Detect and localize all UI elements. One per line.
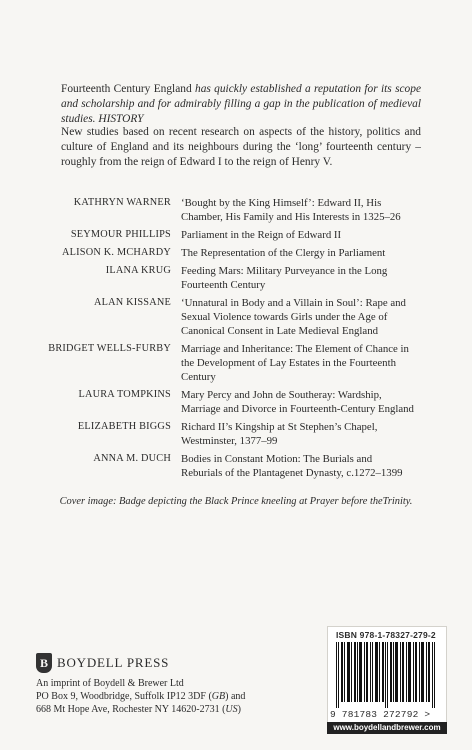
publisher-name: BOYDELL PRESS	[57, 655, 170, 670]
contents-row	[0, 452, 472, 480]
address-text: 668 Mt Hope Ave, Rochester NY 14620-2731 (	[36, 704, 226, 715]
contents-author: LAURA TOMPKINS	[78, 389, 171, 400]
publisher-block	[36, 653, 245, 716]
address-text: ) and	[225, 691, 246, 702]
contents-author: ALAN KISSANE	[93, 297, 171, 308]
contents-title: ‘Unnatural in Body and a Villain in Soul’: Rape and Sexual Violence towards Girls under the Age of Canonical Consent in Late Medieval England	[181, 297, 406, 337]
country-code: US	[225, 704, 238, 715]
contents-row	[0, 246, 472, 260]
contents-title: The Representation of the Clergy in Parliament	[181, 247, 386, 259]
contents-title: Mary Percy and John de Southeray: Wardship, Marriage and Divorce in Fourteenth-Century England	[181, 389, 414, 415]
contents-author: ELIZABETH BIGGS	[77, 421, 171, 432]
contents-row	[0, 264, 472, 292]
contents-row	[0, 388, 472, 416]
boydell-shield-icon	[36, 653, 52, 673]
review-text: has quickly established a reputation for its scope and scholarship and for admirably filling a gap in the publication of medieval studies. HISTORY	[61, 83, 422, 125]
barcode-panel	[327, 626, 447, 724]
contents-title: ‘Bought by the King Himself’: Edward II, His Chamber, His Family and His Interests in 1325–26	[181, 197, 401, 223]
cover-image-credit: Cover image: Badge depicting the Black Prince kneeling at Prayer before theTrinity.	[59, 496, 413, 507]
contents-row	[0, 342, 472, 384]
publisher-us-address	[36, 703, 245, 716]
contents-author: ALISON K. MCHARDY	[62, 247, 171, 258]
contents-author: SEYMOUR PHILLIPS	[70, 229, 171, 240]
contents-list	[0, 196, 472, 484]
publisher-uk-address	[36, 690, 245, 703]
contents-row	[0, 196, 472, 224]
review-series-name: Fourteenth Century England	[61, 83, 192, 95]
barcode-graphic	[336, 642, 438, 708]
publisher-imprint-line: An imprint of Boydell & Brewer Ltd	[36, 678, 184, 689]
contents-title: Marriage and Inheritance: The Element of Chance in the Development of Lay Estates in the Fourteenth Century	[181, 343, 409, 383]
contents-author: ILANA KRUG	[105, 265, 171, 276]
series-description: New studies based on recent research on aspects of the history, politics and culture of England and its neighbours during the ‘long’ fourteenth century – roughly from the reign of Edward I to the reign of Henry V.	[61, 126, 421, 168]
publisher-address	[36, 677, 245, 716]
logo-letter: B	[39, 655, 48, 670]
publisher-website[interactable]: www.boydellandbrewer.com	[327, 722, 447, 734]
contents-author: KATHRYN WARNER	[73, 197, 171, 208]
contents-author: BRIDGET WELLS-FURBY	[48, 343, 171, 354]
contents-title: Richard II’s Kingship at St Stephen’s Chapel, Westminster, 1377–99	[181, 421, 378, 447]
barcode-digits: 9 781783 272792 >	[330, 709, 431, 720]
contents-row	[0, 420, 472, 448]
contents-row	[0, 228, 472, 242]
review-quote	[61, 82, 421, 127]
address-text: )	[237, 704, 241, 715]
country-code: GB	[211, 691, 226, 702]
isbn-text: ISBN 978-1-78327-279-2	[336, 630, 436, 640]
contents-title: Feeding Mars: Military Purveyance in the Long Fourteenth Century	[181, 265, 388, 291]
contents-title: Bodies in Constant Motion: The Burials and Reburials of the Plantagenet Dynasty, c.1272–1399	[181, 453, 403, 479]
address-text: PO Box 9, Woodbridge, Suffolk IP12 3DF (	[36, 691, 212, 702]
publisher-header	[36, 653, 245, 673]
contents-row	[0, 296, 472, 338]
contents-author: ANNA M. DUCH	[93, 453, 171, 464]
contents-title: Parliament in the Reign of Edward II	[181, 229, 342, 241]
